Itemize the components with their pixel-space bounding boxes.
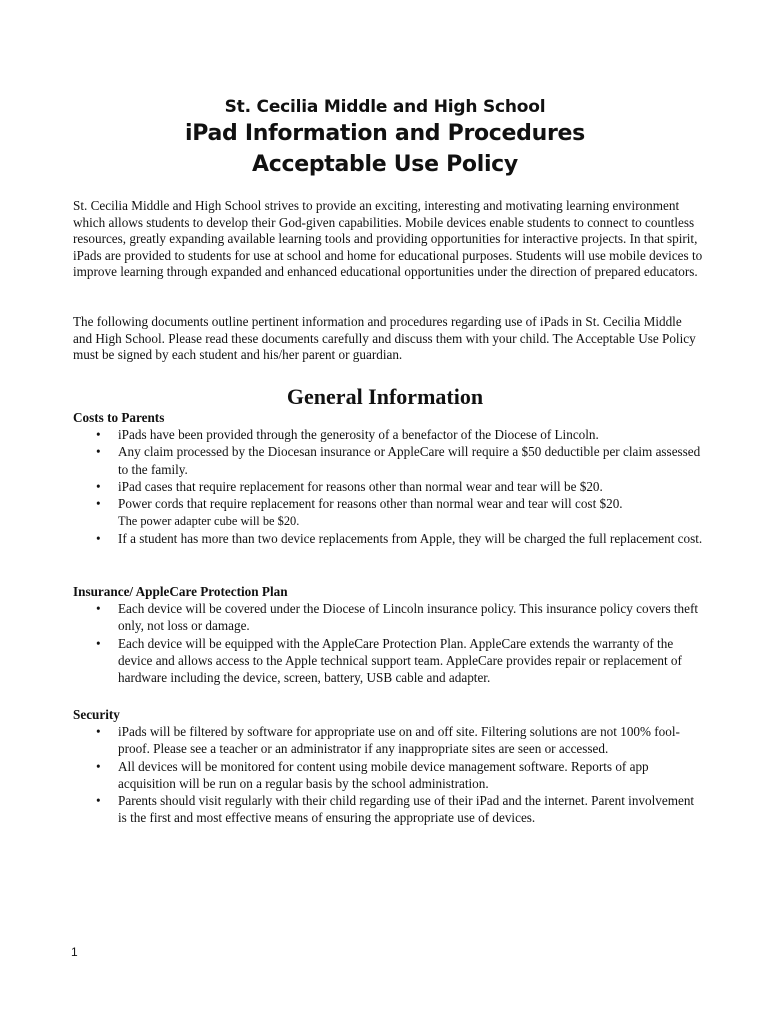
list-item-text: Parents should visit regularly with their child regarding use of their iPad and the internet. Parent involvement is the first and most effective means of ensuring the appropriate use of devices. xyxy=(118,793,695,826)
insurance-heading: Insurance/ AppleCare Protection Plan xyxy=(73,584,288,599)
document-title-line-1: iPad Information and Procedures xyxy=(185,121,585,146)
bullet-icon: • xyxy=(96,793,101,809)
costs-heading: Costs to Parents xyxy=(73,410,165,425)
intro-paragraph-2: The following documents outline pertinent information and procedures regarding use of iPads in St. Cecilia Middle and High School. Please read these documents carefully and discuss them with your child. The Acceptable Use Policy must be signed by each student and his/her parent or guardian. xyxy=(73,314,696,363)
list-item xyxy=(73,478,703,495)
power-adapter-note: The power adapter cube will be $20. xyxy=(118,514,300,529)
general-information-heading: General Information xyxy=(286,384,484,409)
list-item-text: Each device will be covered under the Diocese of Lincoln insurance policy. This insurance policy covers theft only, not loss or damage. xyxy=(118,601,699,634)
bullet-icon: • xyxy=(96,478,101,494)
list-item-text: Each device will be equipped with the AppleCare Protection Plan. AppleCare extends the warranty of the device and allows access to the Apple technical support team. AppleCare provides repair or replacement of hardware including the device, screen, battery, USB cable and adapter. xyxy=(118,635,682,686)
intro-paragraph-1: St. Cecilia Middle and High School strives to provide an exciting, interesting and motivating learning environment which allows students to develop their God-given capabilities. Mobile devices enable students to connect to countless resources, greatly expanding available learning tools and providing opportunities for interactive projects. In that spirit, iPads are provided to students for use at school and home for educational purposes. Students will use mobile devices to improve learning through expanded and enhanced educational opportunities under the direction of prepared educators. xyxy=(73,198,703,280)
costs-list xyxy=(73,426,703,547)
list-item-text: iPads have been provided through the generosity of a benefactor of the Diocese of Lincoln. xyxy=(118,427,599,443)
security-list xyxy=(73,723,703,826)
security-section xyxy=(73,706,703,826)
list-item xyxy=(73,443,703,477)
list-item xyxy=(73,530,703,547)
bullet-icon: • xyxy=(96,496,101,512)
list-item xyxy=(73,495,703,530)
list-item-text: Any claim processed by the Diocesan insurance or AppleCare will require a $50 deductible per claim assessed to the family. xyxy=(118,444,701,477)
list-item-text: Power cords that require replacement for reasons other than normal wear and tear will cost $20. xyxy=(118,496,623,512)
list-item-text: iPad cases that require replacement for reasons other than normal wear and tear will be $20. xyxy=(118,478,603,494)
security-heading: Security xyxy=(73,707,120,722)
bullet-icon: • xyxy=(96,601,101,617)
list-item xyxy=(73,635,703,687)
list-item xyxy=(73,758,703,792)
bullet-icon: • xyxy=(96,427,101,443)
bullet-icon: • xyxy=(96,531,101,547)
title-block xyxy=(0,96,770,180)
costs-section xyxy=(73,409,703,548)
insurance-section xyxy=(73,583,703,686)
list-item-text: All devices will be monitored for content using mobile device management software. Reports of app acquisition will be run on a regular basis by the school administration. xyxy=(118,758,649,791)
document-title-line-2: Acceptable Use Policy xyxy=(252,152,518,177)
list-item xyxy=(73,792,703,826)
page-number: 1 xyxy=(71,945,78,959)
list-item-text: iPads will be filtered by software for appropriate use on and off site. Filtering solutions are not 100% fool-proof. Please see a teacher or an administrator if any inappropriate sites are seen or accessed. xyxy=(118,724,680,757)
bullet-icon: • xyxy=(96,724,101,740)
list-item xyxy=(73,426,703,443)
bullet-icon: • xyxy=(96,758,101,774)
list-item xyxy=(73,600,703,634)
school-name: St. Cecilia Middle and High School xyxy=(224,97,546,117)
bullet-icon: • xyxy=(96,444,101,460)
insurance-list xyxy=(73,600,703,686)
list-item xyxy=(73,723,703,757)
bullet-icon: • xyxy=(96,635,101,651)
list-item-text: If a student has more than two device replacements from Apple, they will be charged the full replacement cost. xyxy=(118,531,703,547)
